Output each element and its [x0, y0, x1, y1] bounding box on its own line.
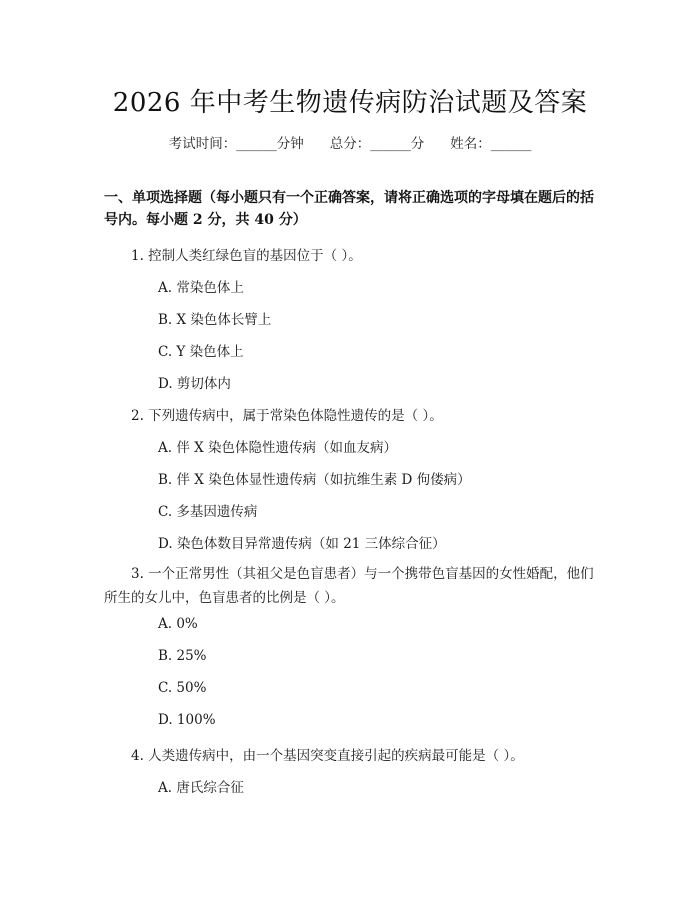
question-3-option-c: C. 50%: [158, 680, 207, 696]
question-3-option-b: B. 25%: [158, 648, 207, 664]
question-1-option-b: B. X 染色体长臂上: [158, 312, 272, 328]
page-title: 2026 年中考生物遗传病防治试题及答案: [112, 88, 588, 118]
question-2-option-c: C. 多基因遗传病: [158, 504, 258, 520]
question-2-option-d: D. 染色体数目异常遗传病（如 21 三体综合征）: [158, 536, 446, 552]
section-heading: 一、单项选择题（每小题只有一个正确答案，请将正确选项的字母填在题后的括号内。每小题 2 分，共 40 分）: [104, 190, 594, 228]
question-2-option-a: A. 伴 X 染色体隐性遗传病（如血友病）: [158, 440, 398, 456]
exam-time-field: 考试时间：______分钟: [168, 136, 304, 152]
total-score-field: 总分：______分: [329, 136, 425, 152]
question-4-option-a: A. 唐氏综合征: [158, 780, 244, 796]
question-1-option-a: A. 常染色体上: [158, 280, 244, 296]
question-1: 1. 控制人类红绿色盲的基因位于（ ）。: [131, 248, 362, 264]
question-4: 4. 人类遗传病中，由一个基因突变直接引起的疾病最可能是（ ）。: [131, 748, 524, 764]
exam-meta: [0, 132, 700, 152]
question-1-option-d: D. 剪切体内: [158, 376, 231, 392]
question-3: 3. 一个正常男性（其祖父是色盲患者）与一个携带色盲基因的女性婚配，他们所生的女儿中，色盲患者的比例是（ ）。: [104, 566, 594, 606]
question-1-option-c: C. Y 染色体上: [158, 344, 244, 360]
question-3-option-a: A. 0%: [158, 616, 198, 632]
question-2-option-b: B. 伴 X 染色体显性遗传病（如抗维生素 D 佝偻病）: [158, 472, 471, 488]
name-field: 姓名：______: [450, 136, 532, 152]
question-2: 2. 下列遗传病中，属于常染色体隐性遗传的是（ ）。: [131, 408, 443, 424]
question-3-option-d: D. 100%: [158, 712, 216, 728]
